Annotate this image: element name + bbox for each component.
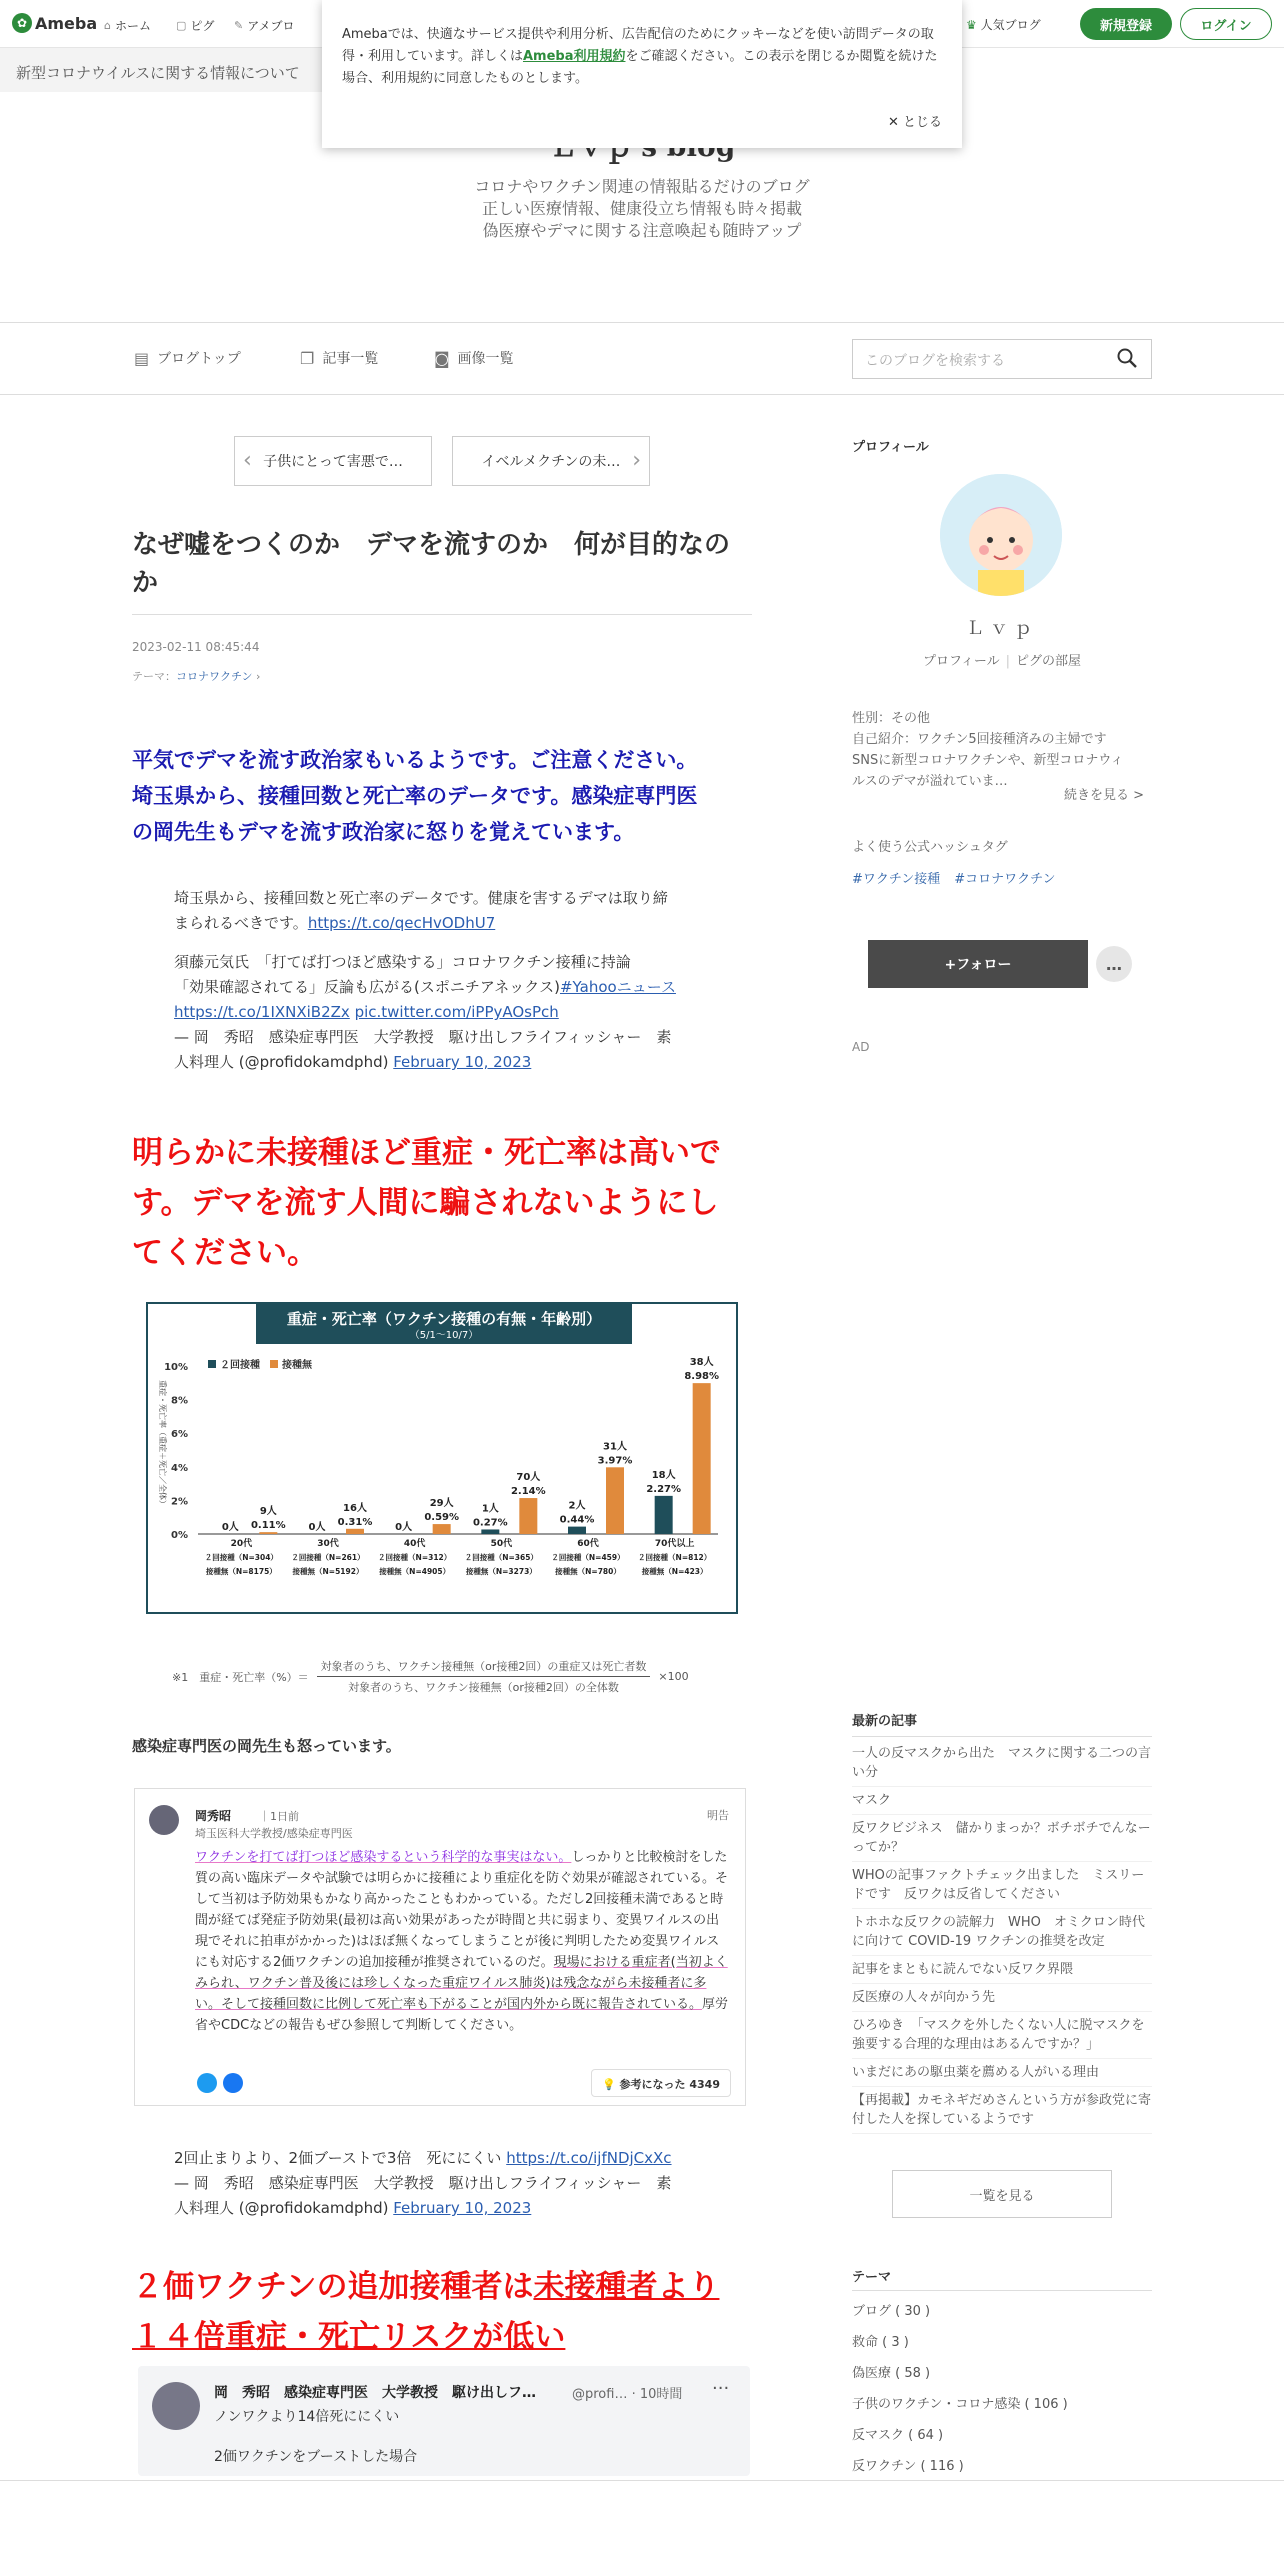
- prev-article-button[interactable]: ‹ 子供にとって害悪で…: [234, 436, 432, 486]
- embedded-tweet-quote-1: 埼玉県から、接種回数と死亡率のデータです。健康を害するデマは取り締 まられるべきです。https://t.co/qecHvODhU7 須藤元気氏 「打てば打つほど感染する」コロナワクチン接種に持論 「効果確認されてる」反論も広がる(スポニチアネックス)#Yahooニュース https://t.co/1IXNXiB2Zx pic.twitter.com/iPPyAOsPch — 岡 秀昭 感染症専門医 大学教授 駆け出しフライフィッシャー 素 人料理人 (@profidokamdphd) February 10, 2023: [174, 889, 676, 1071]
- chevron-right-icon: ›: [632, 448, 641, 473]
- count-label: 31人: [603, 1441, 627, 1453]
- n-label: ２回接種（N=365）: [464, 1553, 538, 1562]
- chevron-right-icon: ›: [255, 670, 261, 683]
- theme-link[interactable]: コロナワクチン: [176, 670, 253, 683]
- hashtag-link[interactable]: #コロナワクチン: [954, 872, 1056, 887]
- data-label: 0.11%: [250, 1520, 286, 1532]
- bar-2dose: [655, 1496, 673, 1534]
- recent-article-link[interactable]: マスク: [852, 1787, 1152, 1815]
- tweet-handle: @profi… · 10時間: [572, 2387, 683, 2402]
- document-icon: ▤: [134, 348, 150, 368]
- count-label: 0人: [395, 1522, 413, 1533]
- chart-subtitle: （5/1～10/7）: [409, 1330, 479, 1341]
- legend-label: 接種無: [282, 1360, 312, 1371]
- tweet-affiliation: 埼玉医科大学教授/感染症専門医: [195, 1827, 353, 1840]
- recent-article-link[interactable]: WHOの記事ファクトチェック出ました ミスリードです 反ワクは反省してください: [852, 1862, 1152, 1909]
- embedded-tweet[interactable]: [138, 2366, 750, 2476]
- data-label: 8.98%: [684, 1371, 720, 1383]
- x-tick-label: 70代以上: [654, 1539, 695, 1549]
- avatar: [152, 2382, 200, 2430]
- bar-unvaccinated: [346, 1529, 364, 1534]
- profile-read-more-link[interactable]: 続きを見る >: [1064, 788, 1145, 803]
- article-date: 2023-02-11 08:45:44: [132, 640, 260, 654]
- yahoo-news-hashtag-link[interactable]: #Yahooニュース: [559, 978, 676, 996]
- count-label: 0人: [308, 1522, 326, 1533]
- pigg-room-link[interactable]: ピグの部屋: [1016, 654, 1082, 669]
- tweet-link[interactable]: https://t.co/qecHvODhU7: [307, 914, 496, 932]
- separator: |: [1005, 654, 1011, 669]
- tweet-text: ノンワクより14倍死ににくい: [214, 2409, 400, 2425]
- divider: [0, 2480, 1284, 2481]
- y-tick-label: 6%: [171, 1429, 188, 1441]
- cookie-notice: Amebaでは、快適なサービス提供や利用分析、広告配信のためにクッキーなどを使い訪問データの取得・利用しています。詳しくはAmeba利用規約をご確認ください。この表示を閉じるか閲覧を続けた場合、利用規約に同意したものとします。 ✕ とじる: [322, 0, 962, 148]
- legend-swatch: [270, 1360, 278, 1368]
- nav-pigg[interactable]: ▢ ピグ: [176, 19, 215, 33]
- profile-links: [852, 650, 1152, 669]
- n-label: ２回接種（N=304）: [204, 1553, 278, 1562]
- follow-button[interactable]: +フォロー: [868, 940, 1088, 988]
- recent-article-link[interactable]: 記事をまともに読んでない反ワク界隈: [852, 1956, 1152, 1984]
- themes-heading: テーマ: [852, 2270, 892, 2285]
- blog-search-input[interactable]: このブログを検索する: [852, 339, 1152, 379]
- recent-article-link[interactable]: いまだにあの駆虫薬を薦める人がいる理由: [852, 2059, 1152, 2087]
- tweet-link[interactable]: https://t.co/1IXNXiB2Zx: [174, 1003, 350, 1021]
- x-tick-label: 20代: [230, 1539, 253, 1549]
- x-tick-label: 40代: [403, 1539, 426, 1549]
- bar-unvaccinated: [519, 1498, 537, 1534]
- image-list-link[interactable]: ◙ 画像一覧: [434, 348, 514, 368]
- y-axis-label: 重症・死亡率（重症＋死亡／全体）: [158, 1380, 167, 1508]
- tweet-pic-link[interactable]: pic.twitter.com/iPPyAOsPch: [354, 1003, 559, 1021]
- n-label: 接種無（N=780）: [555, 1567, 621, 1576]
- bar-unvaccinated: [259, 1532, 277, 1534]
- tweet-time: ｜1日前: [259, 1810, 299, 1823]
- count-label: 1人: [481, 1503, 499, 1515]
- count-label: 2人: [568, 1500, 586, 1512]
- theme-link[interactable]: 救命 ( 3 ): [852, 2335, 909, 2350]
- profile-heading: プロフィール: [852, 440, 929, 455]
- more-options-button[interactable]: …: [1096, 946, 1132, 982]
- view-all-articles-button[interactable]: 一覧を見る: [892, 2170, 1112, 2218]
- count-label: 0人: [221, 1522, 239, 1533]
- divider: [852, 1736, 1152, 1737]
- theme-link[interactable]: ブログ ( 30 ): [852, 2304, 931, 2319]
- tweet-author: 岡 秀昭 感染症専門医 大学教授 駆け出しフ…: [214, 2385, 536, 2401]
- divider: [0, 394, 1284, 395]
- pigg-icon: ▢: [176, 19, 187, 32]
- close-icon: ✕: [887, 115, 899, 130]
- formula-fraction: $\frac{\text{対象者のうち、ワクチン接種無（or接種2回）の重症又は死亡者数}}{\text{対象者のうち、ワクチン接種無（or接種2回）の全体数}}$: [317, 1656, 651, 1697]
- bar-unvaccinated: [693, 1383, 711, 1534]
- hashtag-heading: よく使う公式ハッシュタグ: [852, 840, 1008, 855]
- count-label: 70人: [516, 1472, 541, 1484]
- data-label: 0.59%: [424, 1512, 460, 1524]
- article-list-link[interactable]: ❐ 記事一覧: [300, 348, 379, 368]
- next-article-button[interactable]: イベルメクチンの未… ›: [452, 436, 650, 486]
- n-label: 接種無（N=4905）: [379, 1567, 451, 1576]
- twitter-icon: [197, 2073, 217, 2093]
- baby-avatar-illustration: [940, 474, 1062, 596]
- red-heading: 明らかに未接種ほど重症・死亡率は高いで す。デマを流す人間に騙されないようにし てください。: [132, 1135, 721, 1271]
- divider: [132, 614, 752, 615]
- bar-2dose: [481, 1529, 499, 1534]
- theme-link[interactable]: 子供のワクチン・コロナ感染 ( 106 ): [852, 2397, 1068, 2412]
- theme-link[interactable]: 反ワクチン ( 116 ): [852, 2459, 964, 2474]
- blue-heading: 平気でデマを流す政治家もいるようです。ご注意ください。 埼玉県から、接種回数と死亡率のデータです。感染症専門医 の岡先生もデマを流す政治家に怒りを覚えています。: [132, 748, 698, 844]
- cookie-close-button[interactable]: ✕ とじる: [887, 115, 942, 130]
- chevron-left-icon: ‹: [243, 448, 252, 473]
- tweet-date-link[interactable]: February 10, 2023: [393, 2199, 532, 2217]
- bar-unvaccinated: [606, 1467, 624, 1534]
- tweet-screenshot[interactable]: [134, 1788, 746, 2106]
- recent-article-link[interactable]: ひろゆき 「マスクを外したくない人に脱マスクを強要する合理的な理由はあるんですか？」: [852, 2012, 1152, 2059]
- theme-link[interactable]: 偽医療 ( 58 ): [852, 2366, 931, 2381]
- recent-article-link[interactable]: 一人の反マスクから出た マスクに関する二つの言い分: [852, 1740, 1152, 1787]
- paragraph: 感染症専門医の岡先生も怒っています。: [132, 1737, 401, 1755]
- data-label: 2.27%: [646, 1483, 682, 1495]
- crown-icon: ♛: [966, 18, 977, 32]
- x-tick-label: 60代: [577, 1539, 599, 1549]
- theme-list: [852, 2296, 1152, 2482]
- ad-label: AD: [852, 1040, 870, 1054]
- legend-label: ２回接種: [220, 1360, 260, 1371]
- rate-formula: ※1 重症・死亡率（%）＝ $\frac{\text{対象者のうち、ワクチン接種無（or接種2回）の重症又は死亡者数}}{\text{対象者のうち、ワクチン接種無（or接種2回）の全体数}}$ ×100: [172, 1656, 732, 1697]
- recent-article-link[interactable]: トホホな反ワクの読解力 WHO オミクロン時代に向けて COVID-19 ワクチンの推奨を改定: [852, 1909, 1152, 1956]
- avatar: [149, 1805, 179, 1835]
- popular-blogs-link[interactable]: ♛ 人気ブログ: [966, 18, 1041, 32]
- ameba-logo[interactable]: ✿ Ameba: [12, 13, 97, 33]
- tweet-link[interactable]: https://t.co/ijfNDjCxXc: [506, 2149, 672, 2167]
- n-label: ２回接種（N=459）: [551, 1553, 625, 1562]
- n-label: ２回接種（N=812）: [638, 1553, 712, 1562]
- camera-icon: ◙: [434, 348, 450, 368]
- recent-article-link[interactable]: 反医療の人々が向かう先: [852, 1984, 1152, 2012]
- data-label: 0.27%: [472, 1517, 508, 1529]
- x-tick-label: 50代: [490, 1539, 513, 1549]
- helpful-badge: 💡 参考になった 4349: [591, 2069, 731, 2097]
- count-label: 29人: [429, 1498, 454, 1510]
- tweet-date-link[interactable]: February 10, 2023: [393, 1053, 532, 1071]
- data-label: 0.31%: [337, 1516, 373, 1528]
- bar-unvaccinated: [433, 1524, 451, 1534]
- y-tick-label: 4%: [171, 1462, 188, 1474]
- chart-plot: [148, 1344, 736, 1612]
- hashtag-link[interactable]: #ワクチン接種: [852, 872, 941, 887]
- recent-article-link[interactable]: 【再掲載】カモネギだめさんという方が参政党に寄付した人を探しているようです: [852, 2087, 1152, 2134]
- data-label: 3.97%: [597, 1455, 633, 1467]
- chart-title: 重症・死亡率（ワクチン接種の有無・年齢別）: [256, 1304, 632, 1344]
- n-label: 接種無（N=5192）: [292, 1567, 364, 1576]
- divider: [852, 2290, 1152, 2291]
- lightbulb-icon: 💡: [602, 2078, 616, 2091]
- hashtag-list: [852, 868, 1056, 887]
- embedded-tweet-quote-2: 2回止まりより、2価ブーストで3倍 死ににくい https://t.co/ijfNDjCxXc — 岡 秀昭 感染症専門医 大学教授 駆け出しフライフィッシャー 素 人料理人 (@profidokamdphd) February 10, 2023: [174, 2149, 672, 2217]
- n-label: 接種無（N=8175）: [205, 1567, 277, 1576]
- severity-death-rate-chart[interactable]: [146, 1302, 738, 1614]
- article-title[interactable]: なぜ嘘をつくのか デマを流すのか 何が目的なのか: [132, 530, 731, 598]
- red-heading-2: ２価ワクチンの追加接種者は未接種者より １４倍重症・死亡リスクが低い: [132, 2269, 720, 2355]
- n-label: ２回接種（N=312）: [378, 1553, 452, 1562]
- blog-description: コロナやワクチン関連の情報貼るだけのブログ 正しい医療情報、健康役立ち情報も時々掲載 偽医療やデマに関する注意喚起も随時アップ: [474, 177, 810, 240]
- ameba-logo-icon: ✿: [12, 13, 32, 33]
- profile-avatar[interactable]: [940, 474, 1062, 596]
- n-label: 接種無（N=423）: [641, 1567, 708, 1576]
- data-label: 2.14%: [510, 1486, 546, 1498]
- more-options-icon[interactable]: ···: [712, 2378, 730, 2399]
- theme-link[interactable]: 反マスク ( 64 ): [852, 2428, 944, 2443]
- count-label: 18人: [651, 1469, 676, 1481]
- article-theme: テーマ：コロナワクチン ›: [132, 670, 261, 683]
- profile-info: 性別：その他 自己紹介：ワクチン5回接種済みの主婦です SNSに新型コロナワクチンや、新型コロナウィ ルスのデマが溢れていま…: [852, 711, 1124, 789]
- login-button[interactable]: ログイン: [1180, 8, 1272, 40]
- register-button[interactable]: 新規登録: [1080, 8, 1172, 40]
- y-tick-label: 2%: [171, 1496, 188, 1508]
- legend-swatch: [208, 1360, 216, 1368]
- tweet-author: 岡秀昭: [195, 1809, 232, 1823]
- search-icon[interactable]: [1116, 347, 1138, 369]
- y-tick-label: 0%: [171, 1530, 188, 1541]
- recent-articles-list: [852, 1740, 1152, 2134]
- blog-top-link[interactable]: ▤ ブログトップ: [134, 348, 241, 368]
- n-label: ２回接種（N=261）: [291, 1553, 365, 1562]
- y-tick-label: 8%: [171, 1395, 188, 1407]
- recent-article-link[interactable]: 反ワクビジネス 儲かりまっか？ボチボチでんなーってか？: [852, 1815, 1152, 1862]
- count-label: 9人: [259, 1506, 277, 1518]
- count-label: 16人: [343, 1502, 367, 1514]
- recent-articles-heading: 最新の記事: [852, 1714, 918, 1729]
- x-tick-label: 30代: [317, 1539, 339, 1549]
- n-label: 接種無（N=3273）: [465, 1567, 537, 1576]
- nav-home[interactable]: ⌂ ホーム: [104, 19, 151, 33]
- count-label: 38人: [689, 1357, 714, 1369]
- covid-info-link[interactable]: 新型コロナウイルスに関する情報について: [0, 48, 440, 92]
- divider: [0, 322, 1284, 323]
- tweet-body: ワクチンを打てば打つほど感染するという科学的な事実はない。しっかりと比較検討をした質の高い臨床データや試験では明らかに接種により重症化を防ぐ効果が確認されている。そして当初は予防効果もかなり高かったこともわかっている。ただし2回接種未満であると時間が経てば発症予防効果(最初は高い効果があったが時間と共に弱まり、変異ワイルスの出現でそれに拍車がかかった)はほぼ無くなってしまうことが後に判明したため変異ワイルスにも対応する2価ワクチンの追加接種が推奨されているのだ。現場における重症者(当初よくみられ、ワクチン普及後には珍しくなった重症ワイルス肺炎)は残念ながら未接種者に多い。そして接種回数に比例して死亡率も下がることが国内外から既に報告されている。厚労省やCDCなどの報告もぜひ参照して判断してください。: [195, 1850, 729, 2033]
- tweet-text: 2価ワクチンをブーストした場合: [214, 2449, 418, 2465]
- home-icon: ⌂: [104, 19, 111, 32]
- y-tick-label: 10%: [164, 1362, 188, 1373]
- tweet-date: 明告: [707, 1809, 729, 1822]
- facebook-icon: [223, 2073, 243, 2093]
- copy-icon: ❐: [300, 348, 315, 368]
- ameblo-icon: ✎: [234, 19, 244, 32]
- profile-name[interactable]: Ｌｖｐ: [966, 618, 1038, 639]
- terms-link[interactable]: Ameba利用規約: [522, 49, 626, 64]
- bar-2dose: [568, 1527, 586, 1534]
- profile-link[interactable]: プロフィール: [922, 654, 1000, 669]
- nav-ameblo[interactable]: ✎ アメブロ: [234, 19, 295, 33]
- data-label: 0.44%: [559, 1514, 595, 1526]
